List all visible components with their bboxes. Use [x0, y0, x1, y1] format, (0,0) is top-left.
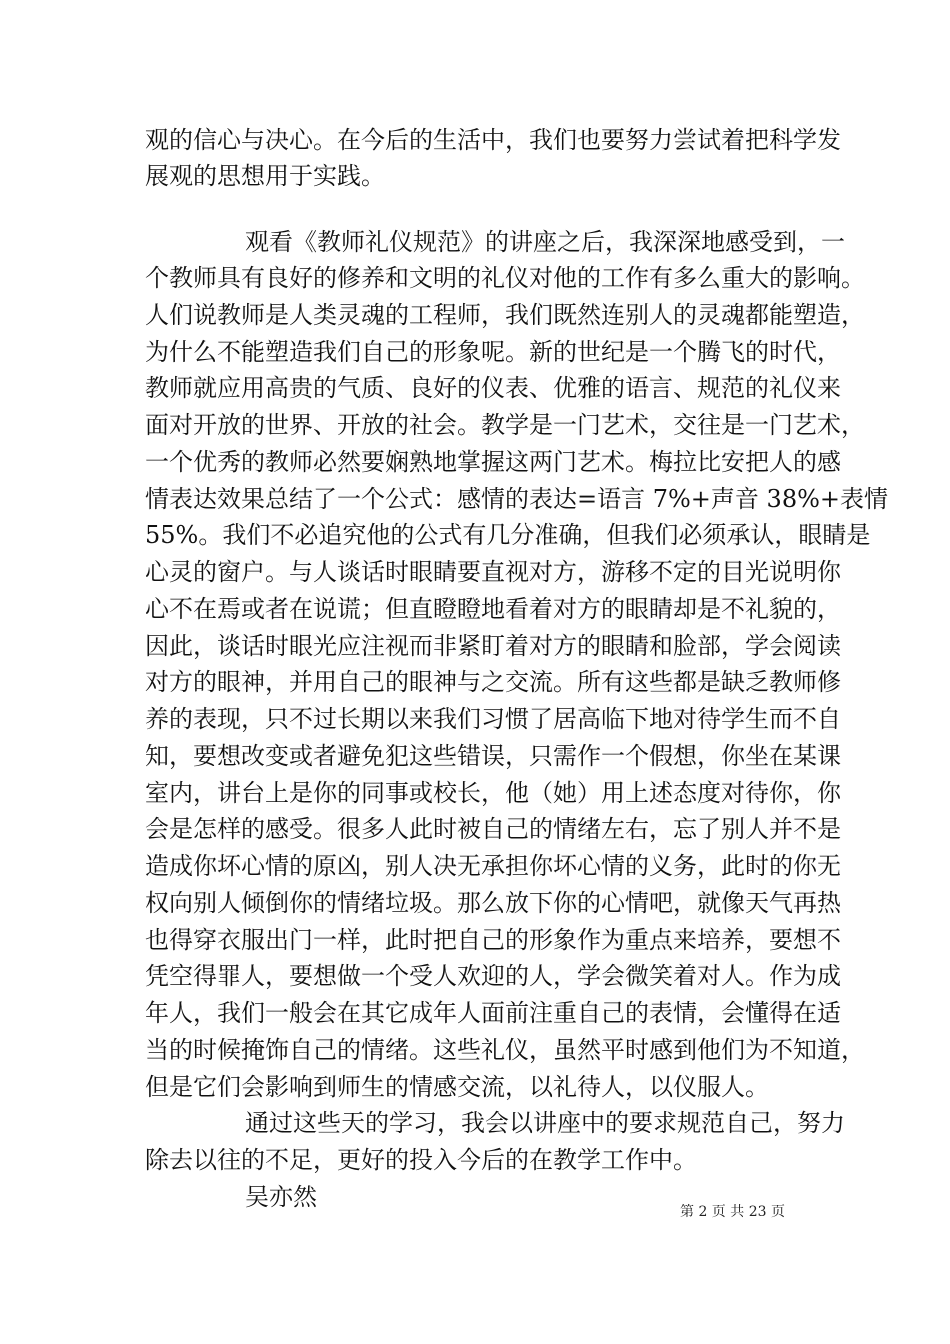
text-line: 观的信心与决心。在今后的生活中，我们也要努力尝试着把科学发	[145, 126, 841, 154]
text-line: 对方的眼神，并用自己的眼神与之交流。所有这些都是缺乏教师修	[145, 668, 841, 696]
text-line: 当的时候掩饰自己的情绪。这些礼仪，虽然平时感到他们为不知道，	[145, 1036, 865, 1064]
text-line: 造成你坏心情的原凶，别人决无承担你坏心情的义务，此时的你无	[145, 852, 841, 880]
text-line: 为什么不能塑造我们自己的形象呢。新的世纪是一个腾飞的时代，	[145, 338, 841, 366]
text-line: 人们说教师是人类灵魂的工程师，我们既然连别人的灵魂都能塑造，	[145, 301, 865, 329]
text-line: 因此，谈话时眼光应注视而非紧盯着对方的眼睛和脸部，学会阅读	[145, 632, 841, 660]
paragraph-first-line: 通过这些天的学习，我会以讲座中的要求规范自己，努力	[245, 1109, 845, 1137]
text-line: 情表达效果总结了一个公式：感情的表达=语言 7%+声音 38%+表情	[145, 485, 889, 513]
text-line: 心灵的窗户。与人谈话时眼睛要直视对方，游移不定的目光说明你	[145, 558, 841, 586]
text-line: 但是它们会影响到师生的情感交流，以礼待人，以仪服人。	[145, 1073, 769, 1101]
text-line: 个教师具有良好的修养和文明的礼仪对他的工作有多么重大的影响。	[145, 264, 865, 292]
paragraph-first-line: 观看《教师礼仪规范》的讲座之后，我深深地感受到，一	[245, 228, 845, 256]
text-line: 知，要想改变或者避免犯这些错误，只需作一个假想，你坐在某课	[145, 742, 841, 770]
text-line: 权向别人倾倒你的情绪垃圾。那么放下你的心情吧，就像天气再热	[145, 889, 841, 917]
text-line: 也得穿衣服出门一样，此时把自己的形象作为重点来培养，要想不	[145, 926, 841, 954]
text-line: 除去以往的不足，更好的投入今后的在教学工作中。	[145, 1146, 697, 1174]
text-line: 会是怎样的感受。很多人此时被自己的情绪左右，忘了别人并不是	[145, 815, 841, 843]
text-line: 凭空得罪人，要想做一个受人欢迎的人，学会微笑着对人。作为成	[145, 962, 841, 990]
text-line: 面对开放的世界、开放的社会。教学是一门艺术，交往是一门艺术，	[145, 411, 865, 439]
text-line: 年人，我们一般会在其它成年人面前注重自己的表情，会懂得在适	[145, 999, 841, 1027]
text-line: 教师就应用高贵的气质、良好的仪表、优雅的语言、规范的礼仪来	[145, 374, 841, 402]
text-line: 养的表现，只不过长期以来我们习惯了居高临下地对待学生而不自	[145, 705, 841, 733]
text-line: 室内，讲台上是你的同事或校长，他（她）用上述态度对待你，你	[145, 779, 841, 807]
text-line: 心不在焉或者在说谎；但直瞪瞪地看着对方的眼睛却是不礼貌的，	[145, 595, 841, 623]
text-line: 一个优秀的教师必然要娴熟地掌握这两门艺术。梅拉比安把人的感	[145, 448, 841, 476]
author-name: 吴亦然	[245, 1183, 317, 1211]
text-line: 展观的思想用于实践。	[145, 162, 385, 190]
page-number: 第 2 页 共 23 页	[680, 1204, 785, 1220]
text-line: 55%。我们不必追究他的公式有几分准确，但我们必须承认，眼睛是	[145, 521, 871, 549]
